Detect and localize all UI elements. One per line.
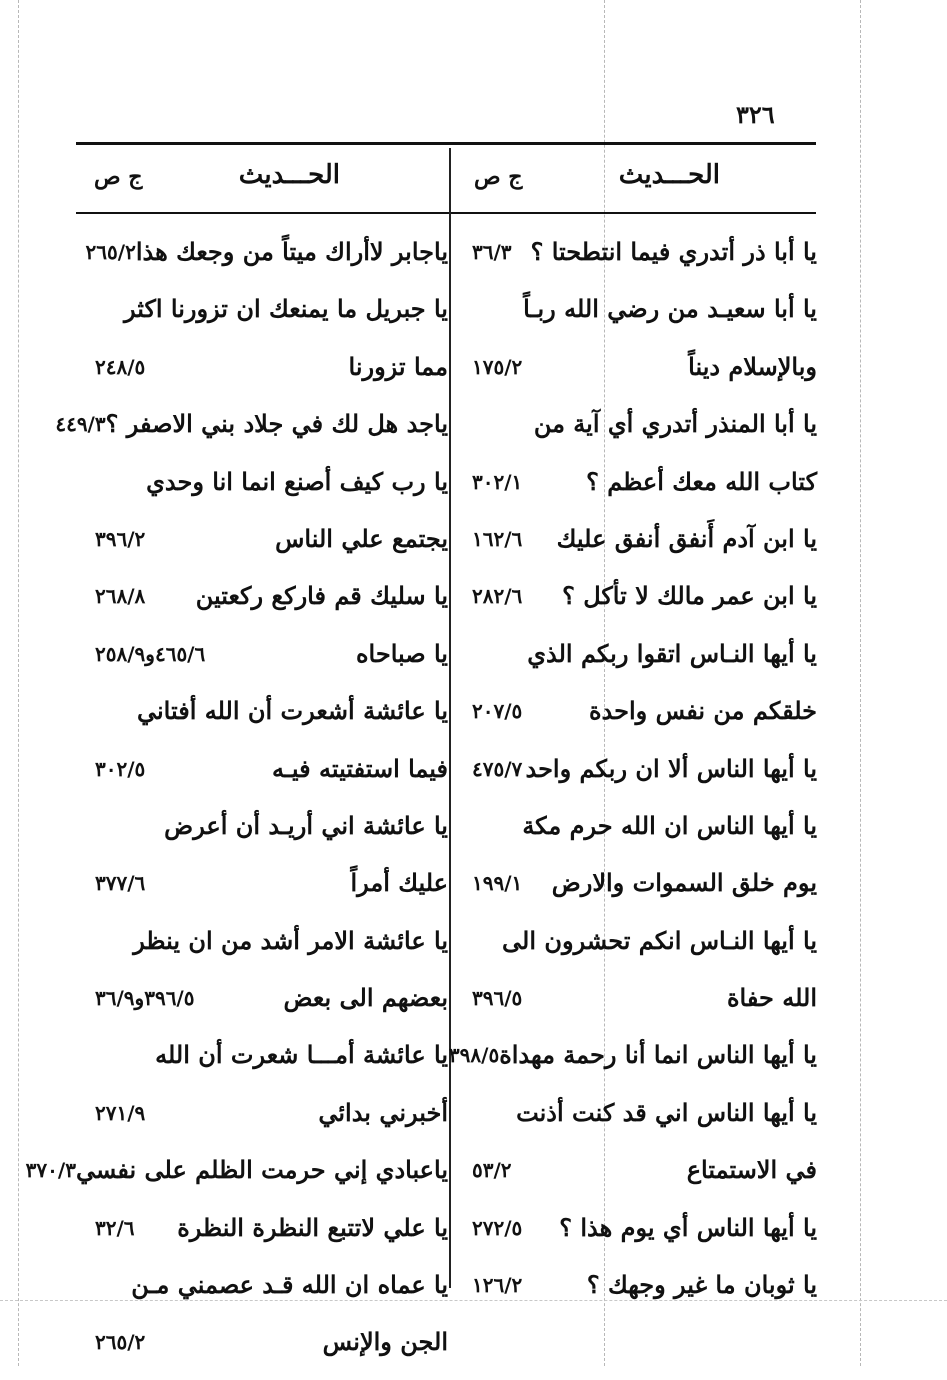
hadith-text: يا علي لاتتبع النظرة النظرة (177, 1212, 448, 1242)
hadith-index-entry (25, 1150, 448, 1207)
volume-page-ref: ٣٢/٦ (95, 1215, 135, 1240)
hadith-text: يا أيها الناس أي يوم هذا ؟ (559, 1212, 817, 1242)
volume-page-ref: ٢٦٨/٨ (95, 584, 146, 609)
hadith-text: يا عائشة أمـــا شعرت أن الله (155, 1040, 448, 1070)
volume-page-ref: ١٩٩/١ (472, 871, 523, 896)
hadith-index-entry (472, 462, 817, 519)
hadith-text: ياجابر لاأراك ميتاً من وجعك هذا (135, 237, 448, 266)
hadith-text: بعضهم الى بعض (283, 983, 448, 1013)
volume-page-ref: ٣٦/٣ (472, 240, 512, 264)
hadith-text: يا عائشة اني أريـد أن أعرض (164, 810, 448, 840)
top-rule (76, 142, 816, 145)
header-volume-page: ج ص (94, 164, 143, 190)
volume-page-ref: ٢٨٢/٦ (472, 584, 523, 609)
volume-page-ref: ٤٧٥/٧ (472, 756, 523, 781)
hadith-index-entry (472, 1150, 817, 1207)
hadith-text: يجتمع علي الناس (275, 523, 448, 553)
hadith-text: يا عائشة الامر أشد من ان ينظر (133, 925, 448, 955)
hadith-index-entry (472, 691, 817, 748)
volume-page-ref: ٢٧٢/٥ (472, 1215, 523, 1240)
volume-page-ref: ٣٩٦/٥ (472, 986, 523, 1011)
column-divider (449, 148, 451, 1288)
hadith-text: في الاستمتاع (686, 1155, 817, 1185)
volume-page-ref: ٣٧٧/٦ (95, 871, 146, 896)
hadith-text: يا ابن آدم أَنفق أنفق عليك (556, 523, 817, 553)
header-rule (76, 212, 816, 214)
hadith-text: الله حفاة (726, 983, 817, 1013)
volume-page-ref: ٤٤٩/٣ (55, 412, 106, 437)
hadith-index-entry (95, 1322, 448, 1379)
header-volume-page: ج ص (474, 164, 523, 190)
volume-page-ref: ١٧٥/٢ (472, 354, 523, 379)
volume-page-ref: ٤٦٥/٦و٢٥٨/٩ (95, 641, 206, 666)
hadith-index-entry (95, 1035, 448, 1092)
hadith-index-entry (472, 634, 817, 691)
hadith-text: يا عائشة أشعرت أن الله أفتاني (136, 696, 448, 726)
hadith-text: يا ثوبان ما غير وجهك ؟ (586, 1270, 817, 1300)
hadith-text: يا أيها الناس ألا ان ربكم واحد (525, 753, 817, 783)
hadith-index-entry (55, 404, 448, 461)
hadith-index-entry (95, 289, 448, 346)
hadith-index-entry (95, 462, 448, 519)
hadith-text: يا أيها النـاس اتقوا ربكم الذي (527, 638, 817, 668)
hadith-index-entry (448, 1035, 817, 1092)
hadith-text: وبالإسلام ديناً (688, 351, 817, 381)
hadith-index-entry (472, 289, 817, 346)
volume-page-ref: ٣٩٦/٥و٣٦/٩ (95, 986, 195, 1011)
hadith-text: يا أيها الناس انما أنا رحمة مهداة (499, 1040, 817, 1070)
hadith-text: أخبرني بدائي (318, 1097, 448, 1127)
volume-page-ref: ٣٠٢/٥ (95, 756, 146, 781)
hadith-text: يا أيها النـاس انكم تحشرون الى (502, 925, 817, 955)
hadith-index-entry (472, 921, 817, 978)
hadith-index-entry (472, 749, 817, 806)
hadith-index-entry (95, 978, 448, 1035)
hadith-index-entry (95, 634, 448, 691)
hadith-index-entry (95, 749, 448, 806)
hadith-index-entry (472, 806, 817, 863)
hadith-text: يا أبا سعيـد من رضي الله ربـاً (523, 294, 817, 324)
hadith-index-entry (472, 1265, 817, 1322)
right-column (448, 232, 817, 1322)
volume-page-ref: ٣٩٨/٥ (448, 1043, 500, 1068)
hadith-index-entry (95, 921, 448, 978)
hadith-index-entry (472, 404, 817, 461)
page-number: ٣٢٦ (736, 100, 775, 129)
hadith-text: يا أبا ذر أتدري فيما انتطحتا ؟ (530, 237, 817, 266)
left-column (25, 232, 448, 1380)
volume-page-ref: ٢٦٥/٢ (95, 1330, 146, 1355)
hadith-text: يا عماه ان الله قـد عصمني مـن (131, 1270, 448, 1300)
hadith-text: مما تزورنا (348, 351, 448, 381)
hadith-index-entry (95, 806, 448, 863)
hadith-index-entry (95, 1093, 448, 1150)
hadith-text: كتاب الله معك أعظم ؟ (586, 466, 817, 496)
volume-page-ref: ٢٤٨/٥ (95, 354, 146, 379)
volume-page-ref: ١٦٢/٦ (472, 526, 523, 551)
hadith-text: يا جبريل ما يمنعك ان تزورنا اكثر (123, 294, 448, 324)
scan-guide-line (18, 0, 19, 1366)
hadith-text: خلقكم من نفس واحدة (588, 696, 817, 726)
volume-page-ref: ٢٠٧/٥ (472, 699, 523, 724)
hadith-text: يا صباحاه (355, 638, 448, 668)
volume-page-ref: ٢٧١/٩ (95, 1100, 146, 1125)
volume-page-ref: ٢٦٥/٢ (85, 240, 136, 264)
volume-page-ref: ١٢٦/٢ (472, 1273, 523, 1298)
volume-page-ref: ٣٠٢/١ (472, 469, 523, 494)
header-hadith-title: الحـــديث (238, 160, 340, 190)
hadith-text: عليك أمراً (350, 868, 448, 898)
hadith-index-entry (472, 1093, 817, 1150)
hadith-text: يا ابن عمر مالك لا تأكل ؟ (562, 581, 817, 611)
hadith-index-entry (472, 978, 817, 1035)
hadith-index-entry (472, 1208, 817, 1265)
hadith-index-entry (95, 519, 448, 576)
hadith-index-entry (95, 347, 448, 404)
left-column-header (80, 160, 440, 200)
hadith-index-entry (95, 691, 448, 748)
header-hadith-title: الحـــديث (618, 160, 720, 190)
volume-page-ref: ٣٩٦/٢ (95, 526, 146, 551)
hadith-index-entry (95, 576, 448, 633)
hadith-text: يا أبا المنذر أتدري أي آية من (533, 409, 817, 439)
hadith-index-entry (472, 347, 817, 404)
volume-page-ref: ٣٧٠/٣ (25, 1158, 76, 1183)
hadith-index-entry (95, 863, 448, 920)
hadith-text: فيما استفتيته فيـه (272, 753, 448, 783)
hadith-index-entry (472, 519, 817, 576)
hadith-index-entry (85, 232, 448, 289)
hadith-text: يوم خلق السموات والارض (551, 868, 817, 898)
hadith-text: ياجد هل لك في جلاد بني الاصفر ؟ (105, 409, 448, 439)
hadith-text: الجن والإنس (322, 1327, 448, 1357)
hadith-index-entry (472, 576, 817, 633)
hadith-text: يا أيها الناس ان الله حرم مكة (522, 810, 817, 840)
hadith-index-entry (95, 1208, 448, 1265)
hadith-index-entry (95, 1265, 448, 1322)
right-column-header (460, 160, 820, 200)
hadith-text: ياعبادي إني حرمت الظلم على نفسي (75, 1155, 448, 1185)
hadith-text: يا سليك قم فاركع ركعتين (195, 581, 448, 611)
scan-guide-line (860, 0, 861, 1366)
hadith-index-entry (472, 232, 817, 289)
hadith-text: يا رب كيف أصنع انما انا وحدي (146, 466, 448, 496)
hadith-index-entry (472, 863, 817, 920)
hadith-text: يا أيها الناس اني قد كنت أذنت (516, 1097, 817, 1127)
volume-page-ref: ٥٣/٢ (472, 1158, 512, 1183)
